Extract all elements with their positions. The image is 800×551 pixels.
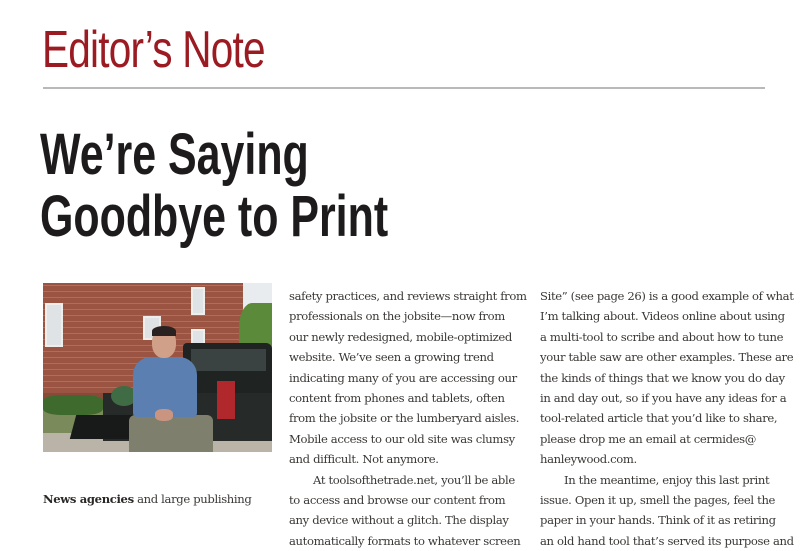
column-1: [43, 489, 251, 509]
body-line: automatically formats to whatever screen: [289, 533, 521, 548]
body-line: a multi-tool to scribe and about how to tune: [540, 329, 784, 344]
column-3: [540, 286, 794, 551]
body-line: hanleywood.com.: [540, 452, 637, 467]
section-label: Editor’s Note: [42, 21, 265, 79]
body-line: the kinds of things that we know you do day: [540, 370, 785, 385]
headline-line-2: Goodbye to Print: [40, 184, 389, 249]
photo-person-shirt: [133, 357, 197, 417]
body-line: an old hand tool that’s served its purpose and: [540, 533, 794, 548]
body-line: paper in your hands. Think of it as retiring: [540, 513, 776, 528]
photo-hedge: [43, 395, 103, 415]
lead-in-bold: News agencies: [43, 492, 134, 506]
photo-person-legs: [129, 415, 213, 452]
body-line: your table saw are other examples. These are: [540, 350, 794, 365]
photo-person-hands: [155, 409, 173, 421]
headline-line-1: We’re Saying: [40, 122, 309, 187]
body-line: and difficult. Not anymore.: [289, 452, 439, 467]
article-headline: [40, 124, 388, 248]
body-line: Mobile access to our old site was clumsy: [289, 431, 515, 446]
body-line: In the meantime, enjoy this last print: [564, 472, 770, 487]
lead-in-text: and large publishing: [133, 492, 252, 506]
body-line: please drop me an email at cermides@: [540, 431, 757, 446]
body-line: from the jobsite or the lumberyard aisles.: [289, 411, 520, 426]
photo-truck-window: [191, 349, 266, 371]
body-line: tool-related article that you’d like to share,: [540, 411, 778, 426]
body-line: in and day out, so if you have any ideas for a: [540, 391, 787, 406]
body-line: I’m talking about. Videos online about using: [540, 309, 785, 324]
section-divider: [43, 87, 765, 89]
body-line: indicating many of you are accessing our: [289, 370, 517, 385]
body-line: website. We’ve seen a growing trend: [289, 350, 494, 365]
body-line: Site” (see page 26) is a good example of what: [540, 289, 794, 303]
body-line: content from phones and tablets, often: [289, 391, 505, 406]
body-line: our newly redesigned, mobile-optimized: [289, 329, 512, 344]
body-line: issue. Open it up, smell the pages, feel the: [540, 493, 776, 508]
article-photo: [43, 283, 272, 452]
photo-window: [191, 287, 205, 315]
body-line: At toolsofthetrade.net, you’ll be able: [313, 472, 515, 487]
photo-person-hair: [152, 326, 176, 336]
body-line: safety practices, and reviews straight from: [289, 289, 527, 303]
body-line: professionals on the jobsite—now from: [289, 309, 505, 324]
column-2: [289, 286, 527, 551]
photo-window: [45, 303, 63, 347]
body-line: to access and browse our content from: [289, 493, 506, 508]
body-line: any device without a glitch. The display: [289, 513, 509, 528]
photo-taillight: [217, 381, 235, 419]
